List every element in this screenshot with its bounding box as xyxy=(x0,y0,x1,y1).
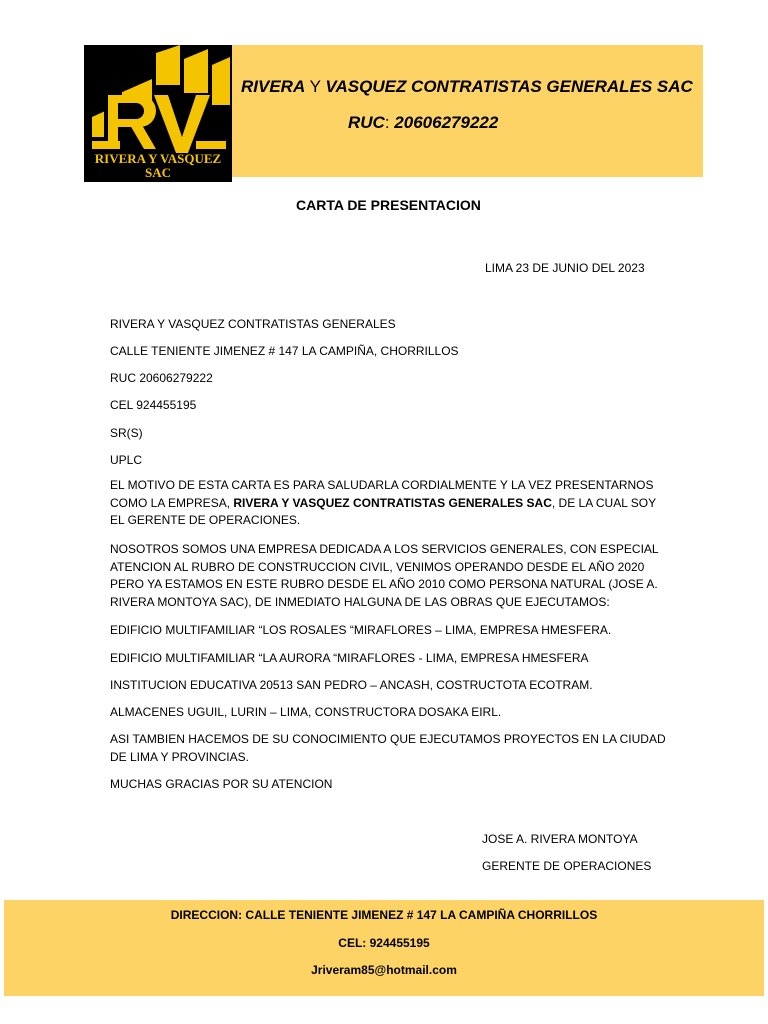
closing-paragraph: ASI TAMBIEN HACEMOS DE SU CONOCIMIENTO QUE EJECUTAMOS PROYECTOS EN LA CIUDAD DE LIMA Y PROVINCIAS. xyxy=(110,732,666,764)
company-name-rivera: RIVERA xyxy=(241,77,306,96)
ruc-colon: : xyxy=(384,113,390,132)
sender-ruc: RUC 20606279222 xyxy=(110,371,213,385)
signer-role: GERENTE DE OPERACIONES xyxy=(482,859,652,873)
footer-address: DIRECCION: CALLE TENIENTE JIMENEZ # 147 LA CAMPIÑA CHORRILLOS xyxy=(170,908,598,922)
recipient-name: UPLC xyxy=(110,453,143,467)
ruc-label: RUC xyxy=(348,113,385,132)
sender-phone: CEL 924455195 xyxy=(110,398,197,412)
project-item: EDIFICIO MULTIFAMILIAR “LOS ROSALES “MIRAFLORES – LIMA, EMPRESA HMESFERA. xyxy=(110,623,612,637)
project-item: INSTITUCION EDUCATIVA 20513 SAN PEDRO – ANCASH, COSTRUCTOTA ECOTRAM. xyxy=(110,678,593,692)
sender-address: CALLE TENIENTE JIMENEZ # 147 LA CAMPIÑA, CHORRILLOS xyxy=(110,344,459,358)
company-logo xyxy=(84,45,232,182)
recipient-salutation: SR(S) xyxy=(110,426,143,440)
logo-text-line2: SAC xyxy=(144,165,171,180)
intro-text-start: EL MOTIVO DE ESTA CARTA ES PARA SALUDARLA CORDIALMENTE Y LA VEZ PRESENTARNOS COMO LA EMPRESA, xyxy=(110,478,654,510)
intro-paragraph xyxy=(110,477,670,530)
project-item: ALMACENES UGUIL, LURIN – LIMA, CONSTRUCTORA DOSAKA EIRL. xyxy=(110,705,502,719)
footer-phone: CEL: 924455195 xyxy=(338,936,430,950)
sender-company: RIVERA Y VASQUEZ CONTRATISTAS GENERALES xyxy=(110,317,396,331)
signer-name: JOSE A. RIVERA MONTOYA xyxy=(482,832,638,846)
logo-text-line1: RIVERA Y VASQUEZ xyxy=(94,151,222,166)
company-name xyxy=(241,77,693,97)
ruc-number: 20606279222 xyxy=(389,113,499,132)
company-ruc xyxy=(348,113,498,133)
letter-date: LIMA 23 DE JUNIO DEL 2023 xyxy=(485,261,645,275)
intro-text-end: , DE LA CUAL SOY EL GERENTE DE OPERACIONES. xyxy=(110,495,656,527)
letter-title: CARTA DE PRESENTACION xyxy=(296,197,481,213)
footer-email: Jriveram85@hotmail.com xyxy=(311,963,457,977)
company-name-y: Y xyxy=(305,77,326,96)
project-item: EDIFICIO MULTIFAMILIAR “LA AURORA “MIRAFLORES - LIMA, EMPRESA HMESFERA xyxy=(110,651,589,665)
company-name-rest: VASQUEZ CONTRATISTAS GENERALES SAC xyxy=(325,77,693,96)
intro-company-bold: RIVERA Y VASQUEZ CONTRATISTAS GENERALES SAC xyxy=(233,495,552,510)
about-paragraph: NOSOTROS SOMOS UNA EMPRESA DEDICADA A LOS SERVICIOS GENERALES, CON ESPECIAL ATENCION AL RUBRO DE CONSTRUCCION CIVIL, VENIMOS OPERANDO DESDE EL AÑO 2020 PERO YA ESTAMOS EN ESTE RUBRO DESDE EL AÑO 2010 COMO PERSONA NATURAL (JOSE A. RIVERA MONTOYA SAC), DE INMEDIATO HALGUNA DE LAS OBRAS QUE EJECUTAMOS: xyxy=(110,542,659,609)
thanks-line: MUCHAS GRACIAS POR SU ATENCION xyxy=(110,777,333,791)
